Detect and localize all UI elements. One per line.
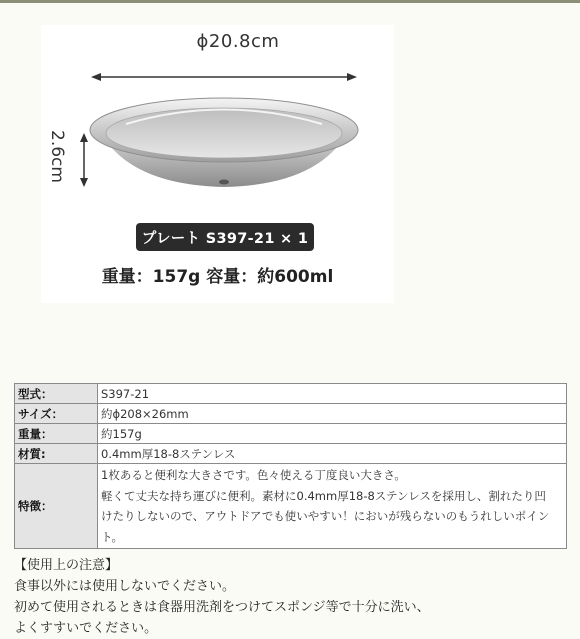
notes-heading: 【使用上の注意】: [14, 558, 119, 573]
feature-line: 1枚あると便利な大きさです。色々使える丁度良い大きさ。: [101, 468, 406, 482]
table-row: [15, 404, 567, 424]
notes-line: 食事以外には使用しないでください。: [14, 579, 236, 594]
spec-value: 約157g: [98, 424, 567, 444]
diameter-arrow: [91, 73, 357, 81]
spec-value: 約ϕ208×26mm: [98, 404, 567, 424]
feature-line: 軽くて丈夫な持ち運びに便利。素材に0.4mm厚18-8ステンレスを採用し、割れたり凹: [101, 488, 546, 503]
spec-label: 型式：: [15, 384, 98, 404]
table-row: [15, 444, 567, 464]
product-image: [41, 25, 394, 303]
table-row: [15, 464, 567, 549]
spec-label: 特徴：: [15, 464, 98, 549]
spec-label: 重量：: [15, 424, 98, 444]
feature-text: [98, 464, 567, 549]
plate-well: [106, 108, 342, 158]
table-row: [15, 424, 567, 444]
product-badge: プレート S397-21 × 1: [136, 223, 314, 251]
diameter-label: ϕ20.8cm: [196, 31, 280, 52]
top-divider: [0, 0, 580, 3]
weight-capacity-label: 重量：157g 容量：約600ml: [101, 267, 334, 287]
stamp-mark: [219, 180, 229, 185]
spec-value: S397-21: [98, 384, 567, 404]
spec-value: 0.4mm厚18-8ステンレス: [98, 444, 567, 464]
spec-label: 材質:: [15, 444, 98, 464]
usage-notes: [14, 555, 574, 639]
table-row: [15, 384, 567, 404]
height-label: 2.6cm: [47, 130, 67, 183]
spec-table: [14, 383, 567, 549]
notes-line: 初めて使用されるときは食器用洗剤をつけてスポンジ等で十分に洗い、: [14, 600, 430, 615]
feature-line: けたりしないので、アウトドアでも使いやすい！においが残らないのもうれしいポイン: [101, 509, 550, 523]
notes-line: よくすすいでください。: [14, 621, 158, 636]
spec-label: サイズ：: [15, 404, 98, 424]
feature-line: ト。: [101, 529, 123, 544]
